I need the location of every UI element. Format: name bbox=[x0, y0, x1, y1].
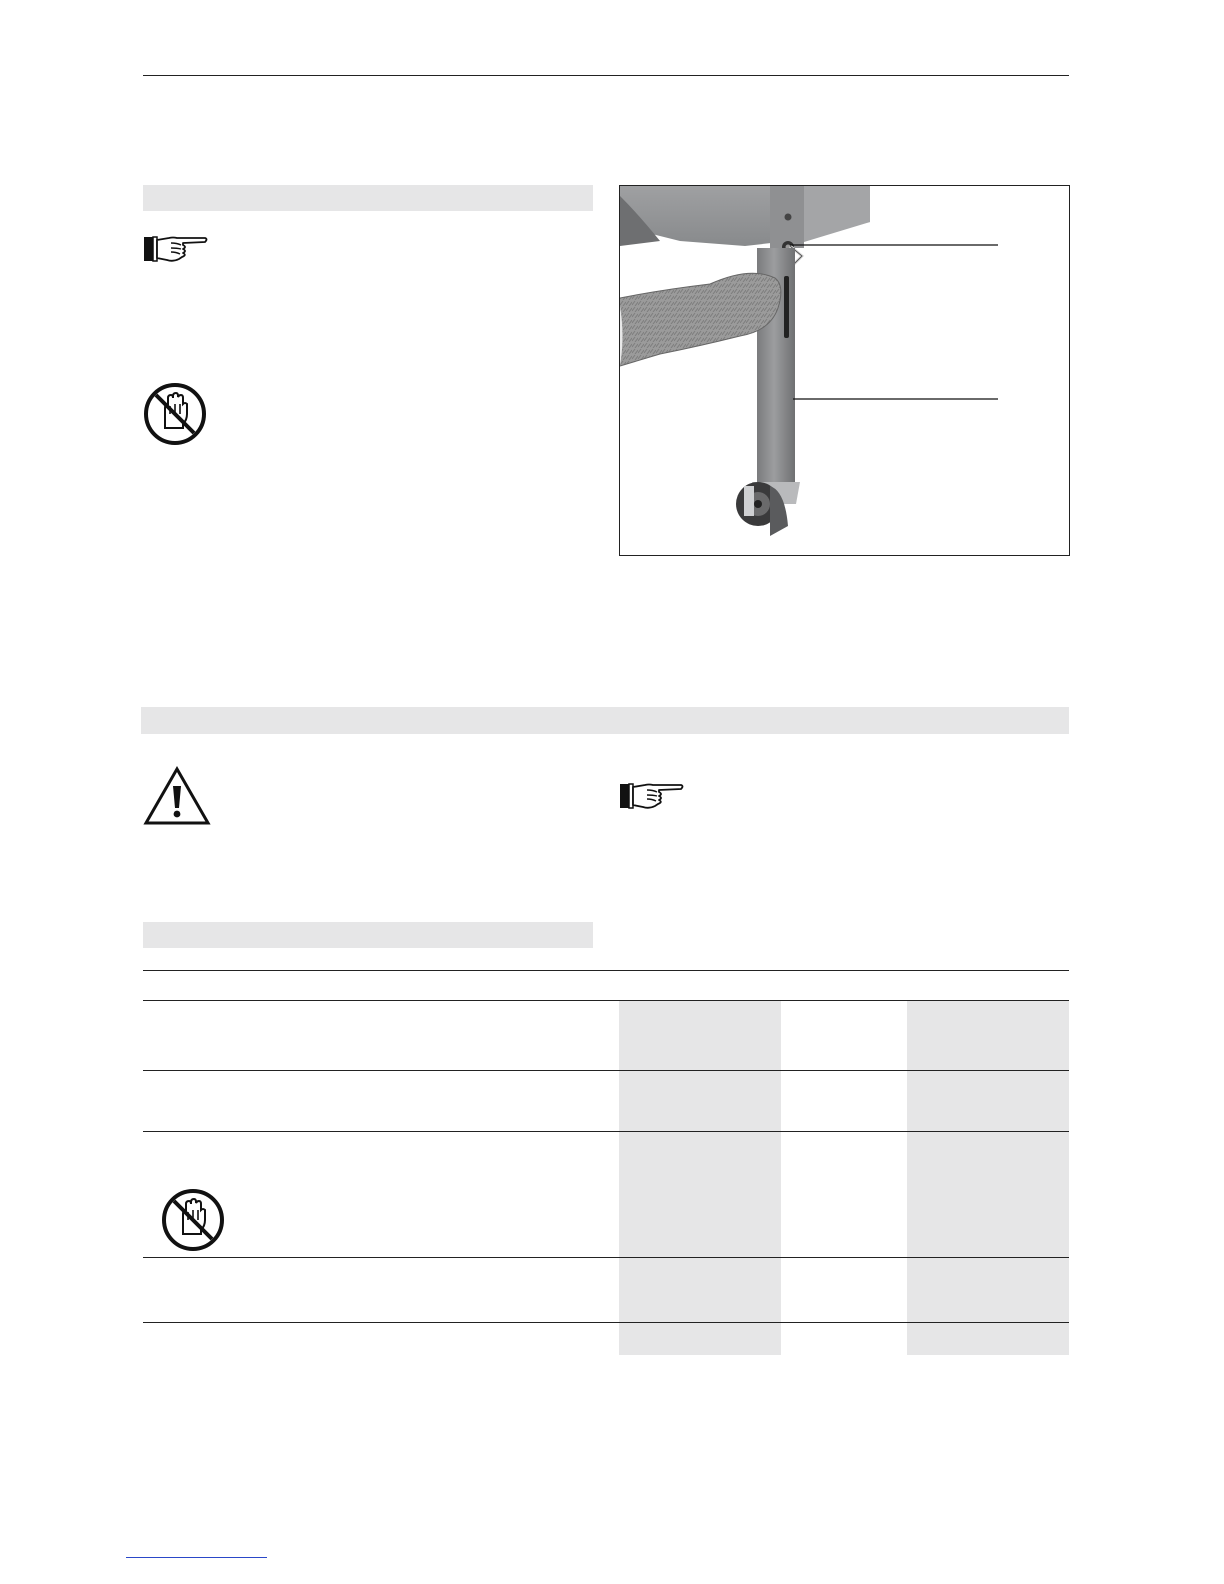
pointing-hand-icon bbox=[143, 233, 209, 265]
table-row-rule bbox=[143, 1131, 1069, 1132]
warning-triangle-icon bbox=[143, 766, 211, 826]
table-shaded-column-1 bbox=[619, 1001, 781, 1355]
footer-link-underline[interactable] bbox=[126, 1557, 267, 1558]
section-heading-schedule bbox=[143, 922, 593, 948]
table-shaded-column-3 bbox=[907, 1001, 1069, 1355]
section-heading-adjust bbox=[143, 185, 593, 211]
no-gloves-icon bbox=[161, 1188, 225, 1252]
no-gloves-icon bbox=[143, 382, 207, 446]
figure-leg-adjustment bbox=[619, 185, 1070, 556]
table-row-rule bbox=[143, 1070, 1069, 1071]
header-rule bbox=[143, 75, 1069, 76]
table-rule-top bbox=[143, 970, 1069, 971]
pointing-hand-icon bbox=[619, 780, 685, 812]
section-heading-maintenance bbox=[141, 707, 1069, 734]
table-row-rule bbox=[143, 1257, 1069, 1258]
table-row-rule bbox=[143, 1322, 1069, 1323]
